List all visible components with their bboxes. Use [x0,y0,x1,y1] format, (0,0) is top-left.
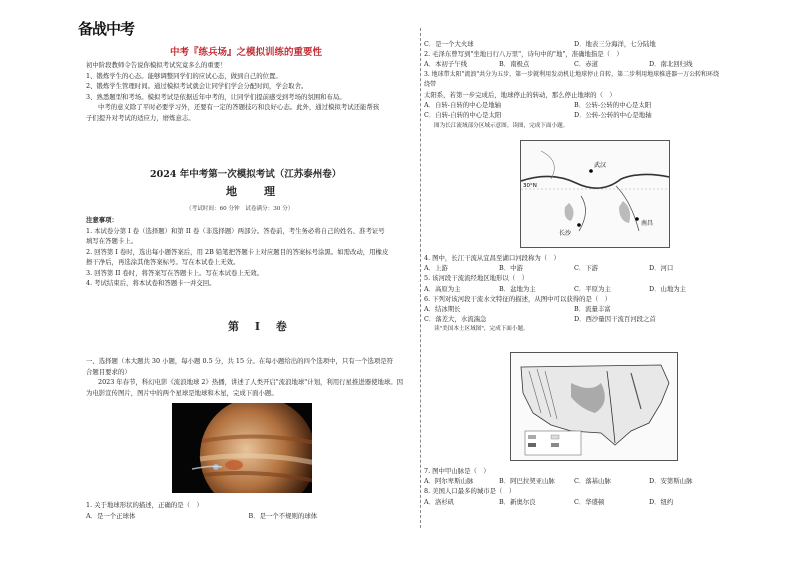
options-row [424,314,724,324]
option-c: C．赤道 [574,60,599,69]
section-line: 合题目要求的） [86,367,131,376]
options-row [424,476,724,486]
jupiter-earth-image [172,403,312,493]
volume-title: 第 I 卷 [228,320,293,333]
options-row [86,511,411,522]
option-a: A．结冰期长 [424,305,461,314]
question-text: 1. 关于地球形状的描述，正确的是（ ） [86,501,203,509]
questions-4-6 [424,253,724,335]
option-d: D．山地为主 [649,284,687,293]
option-b: B．新奥尔良 [499,497,536,506]
section-1-intro [86,356,411,398]
question-text: 3. 地球带太阳"流浪"共分为五步，第一步就利用发动机让地球停止自转，第二步利用地球推进器一万公转和环绕绕带 [424,70,720,88]
option-b: B．中游 [499,264,523,273]
map-label-nanchang: 南昌 [641,220,654,227]
question-text: 5. 该河段干流流经地区地形以（ ） [424,274,528,283]
notes-title: 注意事项： [86,216,118,224]
question-text: 6. 下列对该河段干流水文特征的描述，从图中可以获得的是（ ） [424,294,612,303]
note-line: 4. 考试结束后，将本试卷和答题卡一并交回。 [86,279,216,287]
option-c: C．平原为主 [574,284,611,293]
note-line: 擦干净后，再选涂其他答案标号。写在本试卷上无效。 [86,258,240,266]
section-line: 2023 年春节，科幻电影《流浪地球 2》热播，讲述了人类开启"流浪地球"计划，利用行星推进器使地球。因 [98,378,404,386]
option-c: C．下游 [574,264,599,273]
questions-7-8 [424,466,724,507]
intro-line: 中考的意义除了平时必要学习外，还要有一定的答题技巧和良好心态。此外，通过模拟考试还能帮孩 [98,103,380,111]
section-line: 为电影宣传图片，图片中的两个星球是地球和木星，完成下面小题。 [86,388,278,397]
note-line: 1. 本试卷分第 I 卷（选择题）和第 II 卷（非选择题）两部分。答卷前，考生务必将自己的姓名、准考证号 [86,226,385,235]
exam-title: 2024 年中考第一次模拟考试（江苏泰州卷） [150,169,342,180]
note-line: 3. 回答第 II 卷时，将答案写在答题卡上。写在本试卷上无效。 [86,268,264,277]
option-b: B．盆地为主 [499,284,536,293]
options-row [424,284,724,294]
options-row [424,39,724,49]
option-c: C．自转-自转的中心是太阳 [424,111,502,120]
map-label-latitude: 30°N [523,183,537,189]
options-row [424,304,724,314]
usa-map [510,352,678,461]
option-c: C．华盛顿 [574,497,605,506]
column-divider [420,28,421,528]
option-d: D．西沙量因干流百河段之首 [574,315,656,324]
options-row [424,59,724,69]
intro-line: 2、锻炼学生管理时间。通过模拟考试就会让同学们学会分配时间，学会取舍。 [86,82,308,90]
usa-map-drawing [511,353,677,460]
note-line: 2. 回答第 I 卷时，选出每小题答案后，用 2B 铅笔把答题卡上对应题目的答案标号涂黑。如需改动，用橡皮 [86,247,389,256]
map-label-changsha: 长沙 [559,230,572,237]
option-a: A．自转-自转的中心是地轴 [424,101,502,110]
option-b: B．南极点 [499,60,530,69]
option-b: B．阿巴拉契亚山脉 [499,477,555,486]
logo-text: 备战中考 [78,20,135,38]
yangtze-map [520,140,670,248]
map1-caption: 图为长江流域部分区域示意图。读图，完成下面小题。 [434,122,569,129]
option-a: A．是一个正球体 [86,511,136,520]
map-label-wuhan: 武汉 [594,162,607,169]
option-a: A．洛杉矶 [424,497,455,506]
notes-block [86,215,411,289]
question-1 [86,500,411,521]
yangtze-map-drawing [521,141,669,247]
question-text: 太阳系，若第一步完成后，地球停止的转动，那么停止地球的（ ） [424,91,616,100]
options-row [424,497,724,507]
question-text: 7. 图中甲山脉是（ ） [424,467,490,475]
option-c: C．落差大，水流湍急 [424,315,487,324]
question-text: 8. 美国人口最多的城市是（ ） [424,487,516,496]
logo [78,18,148,48]
option-d: D．安第斯山脉 [649,477,693,486]
intro-line: 子们提升对考试的适应力，磨炼意志。 [86,113,195,122]
intro-line: 3、熟悉题型和考场。模拟考试是依据近年中考的，让同学们提前感受到考场的氛围和布局。 [86,92,346,101]
option-b: B．是一个不规则的球体 [248,511,318,520]
options-row [424,110,724,120]
question-1-cont [424,39,724,131]
options-row [424,100,724,110]
section-line: 一、选择题（本大题共 30 小题，每小题 0.5 分，共 15 分。在每小题给出的四个选项中，只有一个选项是符 [86,357,394,365]
option-d: D．地表三分海洋，七分陆地 [574,40,656,48]
note-line: 填写在答题卡上。 [86,237,138,245]
map2-caption: 读"美国本土区域图"，完成下面小题。 [434,326,529,333]
intro-block [86,60,411,123]
option-d: D．纽约 [649,497,674,506]
jupiter-illustration [172,403,312,493]
banner-title: 中考『练兵场』之模拟训练的重要性 [170,47,323,58]
question-text: 4. 图中，长江干流从宜昌至湖口河段称为（ ） [424,254,560,262]
option-a: A．本初子午线 [424,60,467,69]
option-a: A．高原为主 [424,284,461,293]
option-a: A．上游 [424,264,448,273]
option-b: B．公转-公转的中心是太阳 [574,101,652,110]
option-c: C．落基山脉 [574,477,611,486]
option-d: D．公转-公转的中心是地轴 [574,111,652,120]
options-row [424,263,724,273]
time-info: （考试时间：60 分钟 试卷满分：30 分） [186,206,294,212]
option-c: C．是一个大火球 [424,40,474,48]
question-text: 2. 毛泽东曾写到"坐地日行八万里"，诗句中的"地"，准确地指是（ ） [424,50,623,59]
intro-line: 初中阶段教师令告说你模拟考试究竟多么的重要！ [86,61,227,69]
intro-line: 1、锻炼学生的心态。能够调整同学们的应试心态，做到自己的位置。 [86,71,282,80]
option-a: A．阿尔卑斯山脉 [424,477,474,486]
option-d: D．南北回归线 [649,60,693,69]
subject-title: 地 理 [226,185,283,198]
option-b: B．流量丰富 [574,305,611,314]
option-d: D．河口 [649,264,674,273]
